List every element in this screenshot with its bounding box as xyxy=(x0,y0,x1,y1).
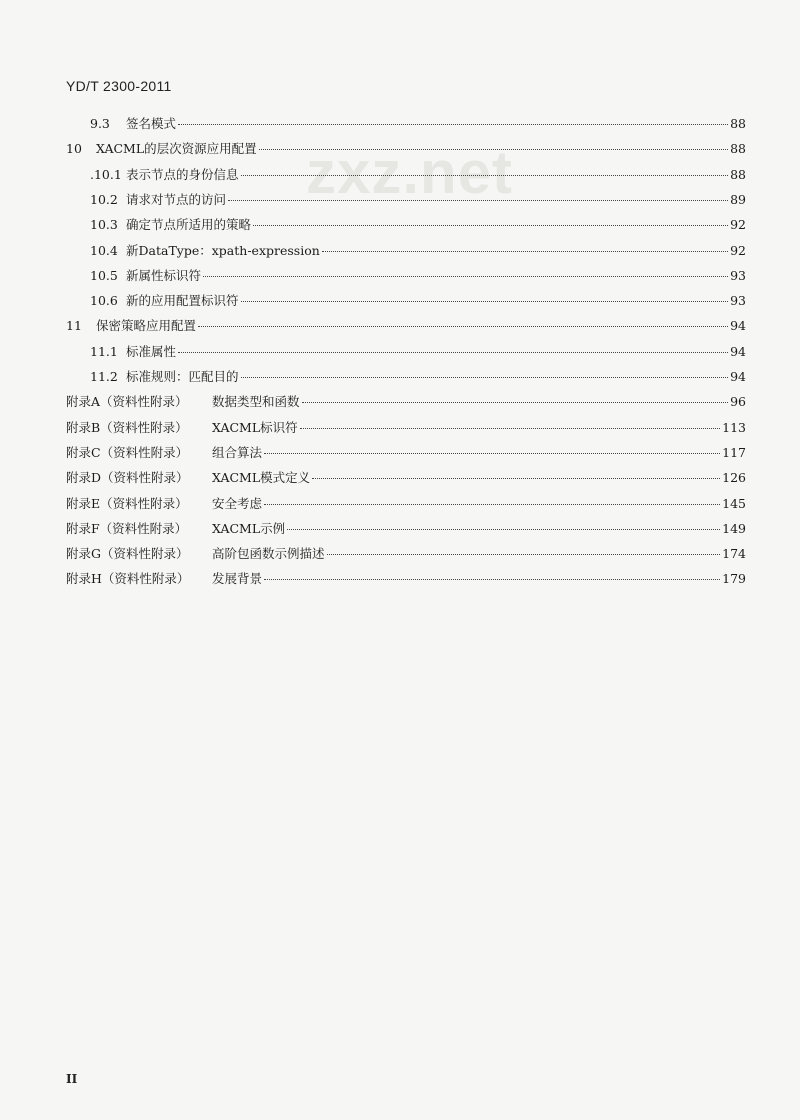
toc-entry-title: 新的应用配置标识符 xyxy=(126,293,239,309)
toc-entry-title: 请求对节点的访问 xyxy=(126,191,227,207)
toc-entry-number: 附录E（资料性附录） xyxy=(66,495,188,511)
toc-entry-number: 10.6 xyxy=(90,293,118,309)
toc-dot-leader xyxy=(241,377,729,378)
toc-entry-page: 94 xyxy=(730,343,746,359)
toc-entry-number: 附录C（资料性附录） xyxy=(66,444,189,460)
toc-entry-title: 发展背景 xyxy=(212,571,263,587)
toc-dot-leader xyxy=(300,428,720,429)
toc-entry-title: XACML模式定义 xyxy=(212,470,311,486)
toc-dot-leader xyxy=(327,554,721,555)
toc-dot-leader xyxy=(264,453,720,454)
toc-entry[interactable] xyxy=(90,291,746,313)
toc-entry-title: 确定节点所适用的策略 xyxy=(126,217,252,233)
toc-dot-leader xyxy=(253,225,728,226)
toc-dot-leader xyxy=(264,579,720,580)
toc-entry[interactable] xyxy=(66,494,746,516)
toc-entry-page: 88 xyxy=(730,141,746,157)
toc-entry[interactable] xyxy=(90,190,746,212)
toc-dot-leader xyxy=(228,200,728,201)
toc-entry-title: 数据类型和函数 xyxy=(212,394,300,410)
toc-entry-title: 保密策略应用配置 xyxy=(96,318,197,334)
toc-entry-title: XACML标识符 xyxy=(212,419,298,435)
watermark: zxz.net xyxy=(306,139,514,206)
toc-entry-page: 126 xyxy=(722,470,746,486)
toc-entry-number: .10.1 xyxy=(90,166,122,182)
toc-dot-leader xyxy=(264,504,720,505)
toc-entry[interactable] xyxy=(90,241,746,263)
toc-entry-number: 10 xyxy=(66,141,82,157)
toc-dot-leader xyxy=(178,124,728,125)
toc-entry-number: 附录D（资料性附录） xyxy=(66,470,189,486)
toc-entry-page: 96 xyxy=(730,394,746,410)
toc-dot-leader xyxy=(241,175,729,176)
toc-dot-leader xyxy=(259,149,728,150)
page-number: II xyxy=(66,1072,78,1086)
toc-entry-page: 92 xyxy=(730,242,746,258)
toc-entry-number: 10.5 xyxy=(90,267,118,283)
toc-dot-leader xyxy=(178,352,728,353)
toc-entry-page: 89 xyxy=(730,191,746,207)
toc-entry-number: 附录A（资料性附录） xyxy=(66,394,188,410)
toc-entry-number: 10.2 xyxy=(90,191,118,207)
toc-dot-leader xyxy=(203,276,728,277)
toc-entry-page: 93 xyxy=(730,267,746,283)
toc-entry-title: 签名模式 xyxy=(126,116,177,131)
toc-entry[interactable] xyxy=(66,569,746,591)
toc-entry-page: 94 xyxy=(730,369,746,384)
toc-entry[interactable] xyxy=(66,392,746,414)
toc-entry[interactable] xyxy=(90,342,746,364)
toc-entry-page: 88 xyxy=(730,116,746,131)
toc-entry[interactable] xyxy=(90,215,746,237)
toc-entry-page: 88 xyxy=(730,166,746,182)
toc-dot-leader xyxy=(198,326,728,327)
toc-entry[interactable] xyxy=(66,443,746,465)
toc-entry-page: 92 xyxy=(730,217,746,233)
toc-entry-number: 11.1 xyxy=(90,343,118,359)
toc-entry-page: 93 xyxy=(730,293,746,309)
toc-entry-page: 179 xyxy=(722,571,746,587)
toc-dot-leader xyxy=(322,251,728,252)
toc-entry-page: 117 xyxy=(722,444,746,460)
toc-entry[interactable] xyxy=(90,165,746,187)
toc-entry[interactable] xyxy=(66,519,746,541)
toc-dot-leader xyxy=(287,529,720,530)
toc-entry-number: 10.3 xyxy=(90,217,118,233)
toc-entry-title: 新属性标识符 xyxy=(126,267,202,283)
toc-entry-page: 94 xyxy=(730,318,746,334)
toc-dot-leader xyxy=(241,301,729,302)
toc-entry-title: XACML示例 xyxy=(212,520,286,536)
toc-entry-title: XACML的层次资源应用配置 xyxy=(96,141,257,157)
toc-entry-title: 标准规则：匹配目的 xyxy=(126,369,239,384)
toc-entry[interactable] xyxy=(90,367,746,389)
toc-entry-number: 10.4 xyxy=(90,242,118,258)
toc-entry-page: 149 xyxy=(722,520,746,536)
toc-entry[interactable] xyxy=(66,468,746,490)
toc-entry[interactable] xyxy=(66,139,746,161)
toc-entry-number: 9.3 xyxy=(90,116,110,131)
toc-entry-title: 标准属性 xyxy=(126,343,177,359)
toc-entry-number: 11 xyxy=(66,318,82,334)
toc-entry-number: 附录F（资料性附录） xyxy=(66,520,188,536)
toc-entry[interactable] xyxy=(66,544,746,566)
document-id: YD/T 2300-2011 xyxy=(66,78,172,94)
toc-entry-title: 组合算法 xyxy=(212,444,263,460)
toc-entry[interactable] xyxy=(90,266,746,288)
toc-entry-number: 附录H（资料性附录） xyxy=(66,571,190,587)
toc-entry-title: 表示节点的身份信息 xyxy=(126,166,239,182)
toc-entry[interactable] xyxy=(66,316,746,338)
toc-entry-page: 145 xyxy=(722,495,746,511)
toc-entry-title: 高阶包函数示例描述 xyxy=(212,546,325,562)
toc-entry-page: 113 xyxy=(722,419,746,435)
toc-dot-leader xyxy=(302,402,729,403)
toc-dot-leader xyxy=(312,478,720,479)
toc-entry[interactable] xyxy=(66,418,746,440)
toc-entry-title: 安全考虑 xyxy=(212,495,263,511)
toc-entry-number: 附录G（资料性附录） xyxy=(66,546,189,562)
toc-entry-title: 新DataType：xpath-expression xyxy=(126,242,320,258)
toc-entry-page: 174 xyxy=(722,546,746,562)
toc-entry-number: 附录B（资料性附录） xyxy=(66,419,188,435)
toc-entry[interactable] xyxy=(90,114,746,136)
toc-entry-number: 11.2 xyxy=(90,369,118,384)
